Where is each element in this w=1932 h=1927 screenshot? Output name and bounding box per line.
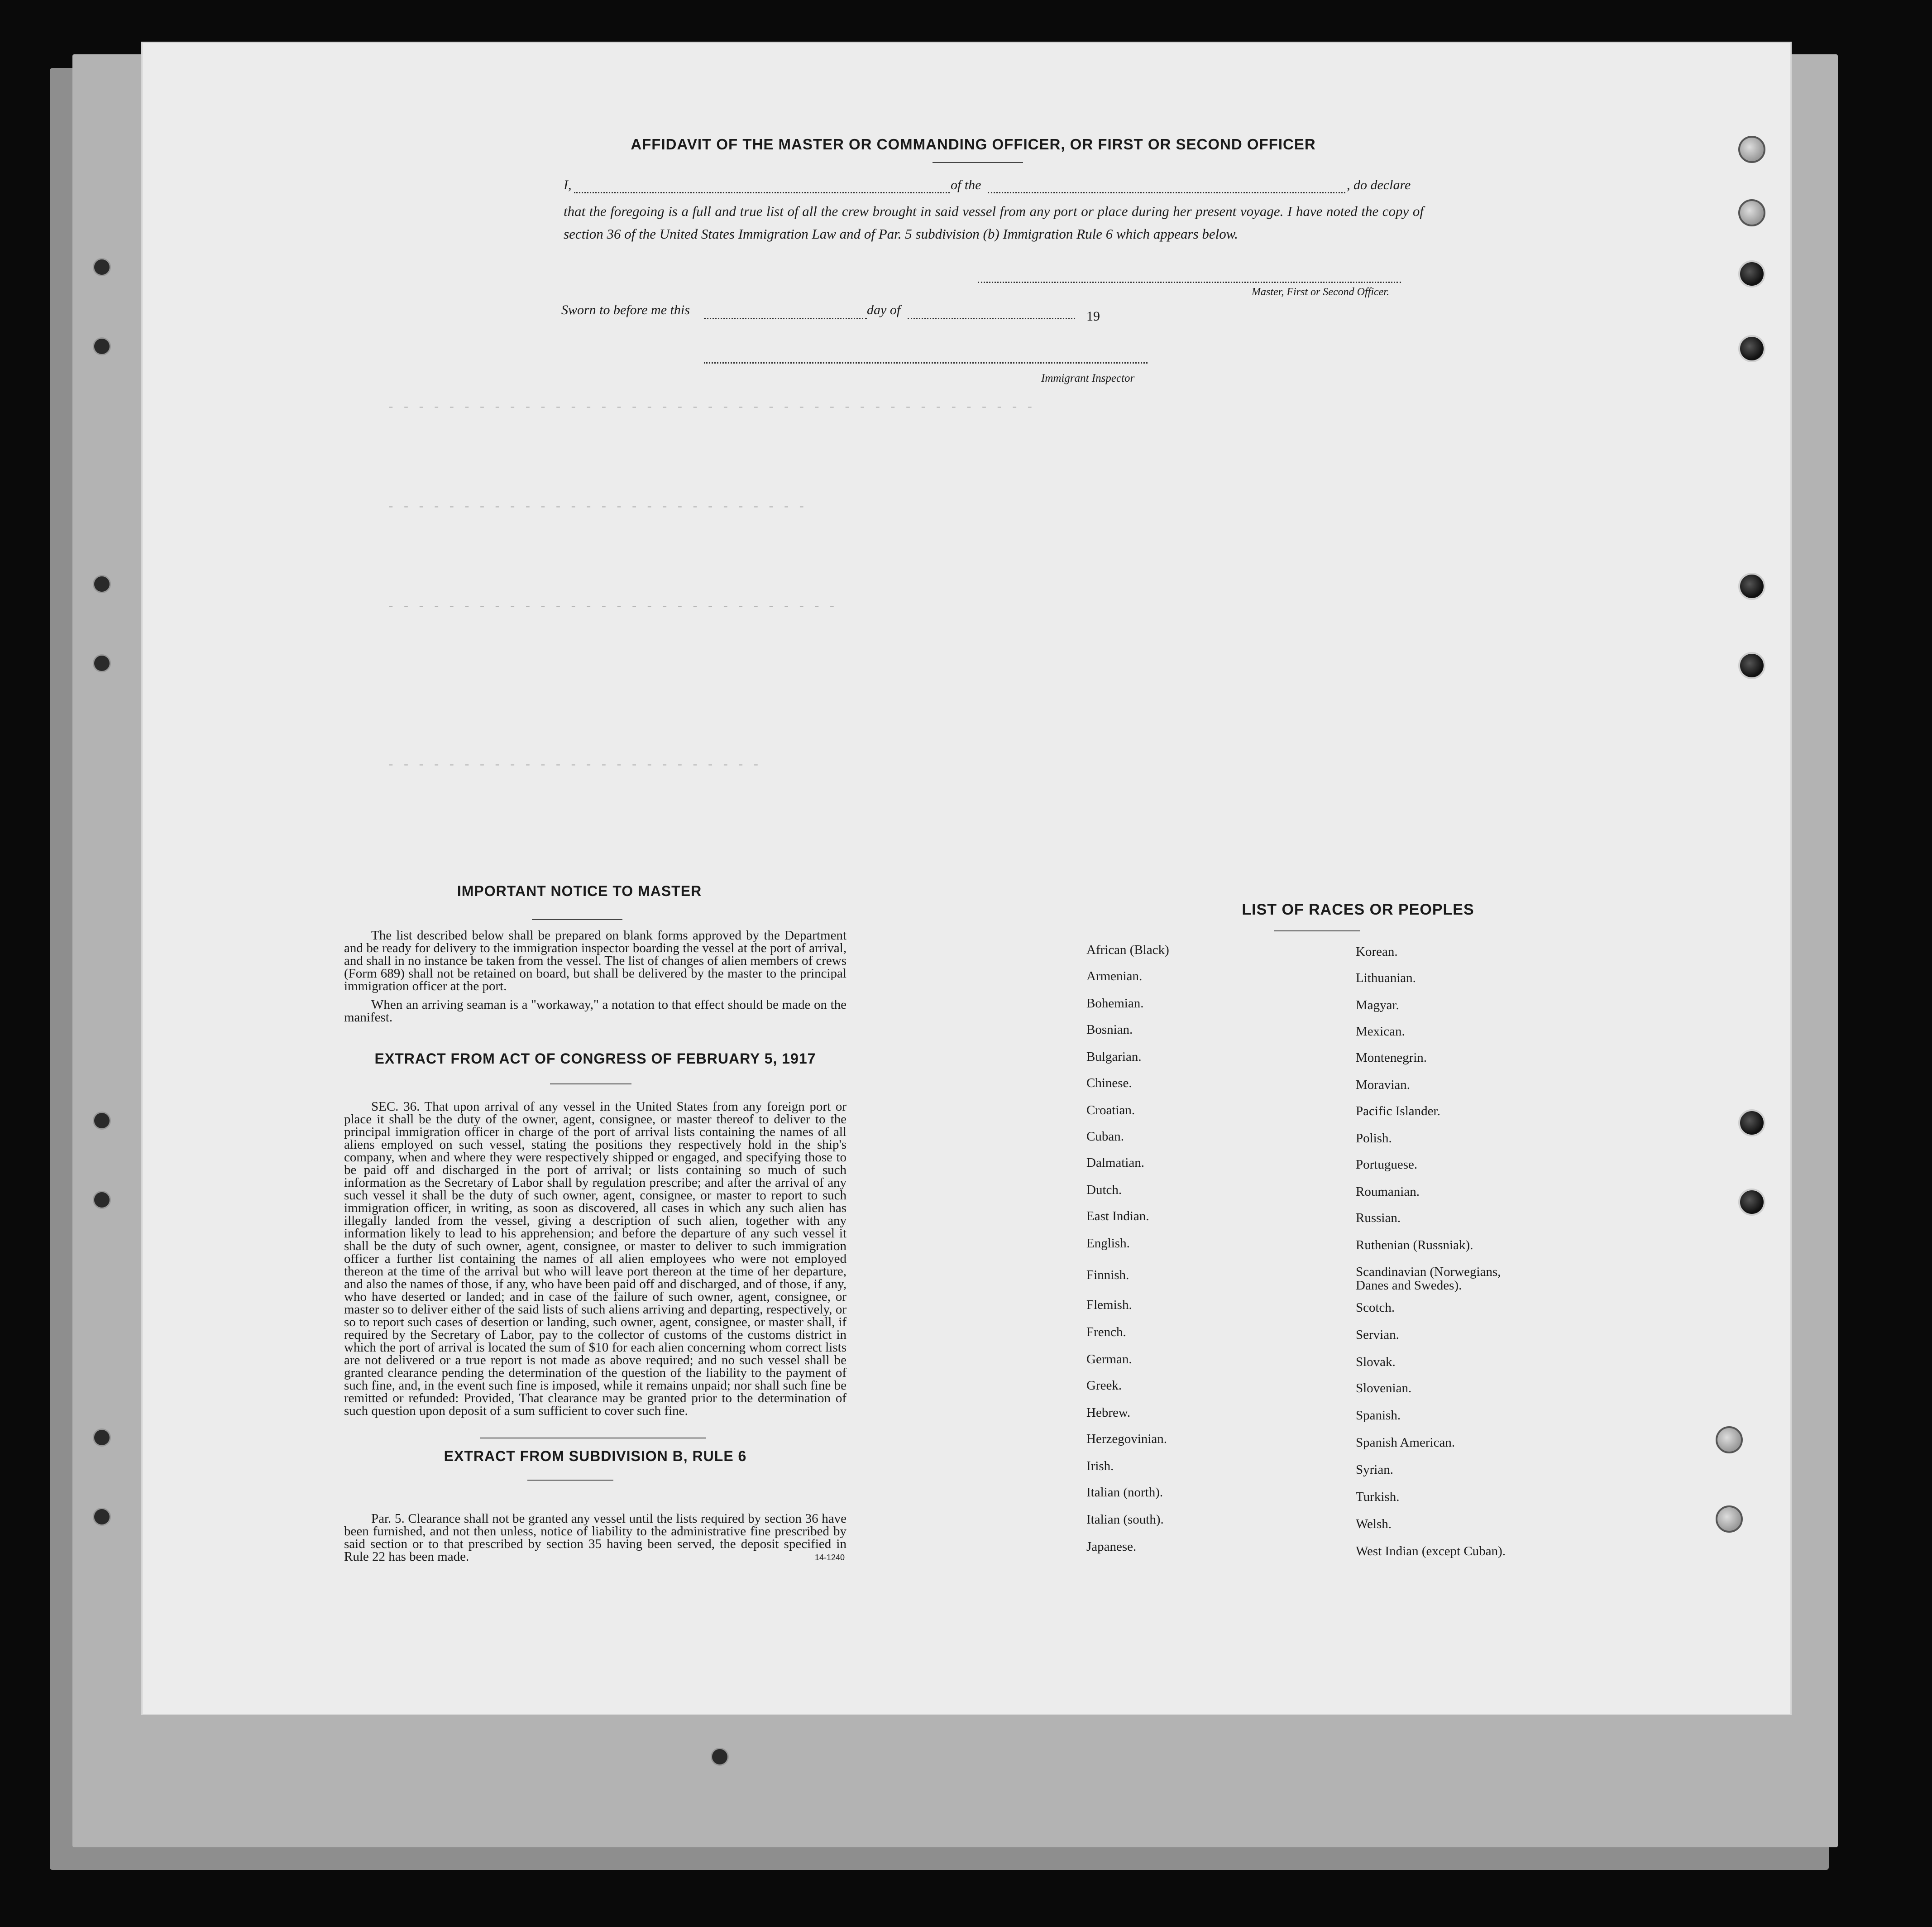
- punch-hole: [1738, 335, 1765, 362]
- race-item: Slovak.: [1356, 1355, 1396, 1369]
- form-number: 14-1240: [815, 1553, 845, 1562]
- race-item: Flemish.: [1086, 1298, 1132, 1312]
- race-item: Irish.: [1086, 1459, 1114, 1473]
- race-item: Turkish.: [1356, 1490, 1400, 1504]
- extract-rule-underline: [527, 1480, 613, 1481]
- bleed-through: - - - - - - - - - - - - - - - - - - - - - - - - - - - - - -: [387, 600, 836, 614]
- year-prefix: 19: [1086, 309, 1100, 324]
- race-item: Hebrew.: [1086, 1405, 1131, 1420]
- binding-hole: [93, 1112, 111, 1130]
- extract-act-body: SEC. 36. That upon arrival of any vessel in the United States from any foreign port or place it shall be the duty of the owner, agent, consignee, or master thereof to deliver to the principal immigration officer in charge of the port of arrival lists containing the names of all aliens employed on such vessel, stating the positions they respectively hold in the ship's company, when and where they were respectively shipped or engaged, and specifying those to be paid off and discharged in the port of arrival; or lists containing so much of such information as the Secretary of Labor shall by regulation prescribe; and after the arrival of any such vessel it shall be the duty of such owner, agent, consignee, or master to report to such immigration officer, in writing, as soon as discovered, all cases in which any such alien has illegally landed from the vessel, giving a description of such alien, together with any information likely to lead to his apprehension; and before the departure of any such vessel it shall be the duty of such owner, agent, consignee, or master to deliver to such immigration officer a further list containing the names of all alien employees who were not employed thereon at the time of the arrival but who will leave port thereon at the time of her departure, and also the names of those, if any, who have been paid off and discharged, and of those, if any, who have deserted or landed; and in case of the failure of such owner, agent, consignee, or master so to deliver either of the said lists of such aliens arriving and departing, respectively, or so to report such cases of desertion or landing, such owner, agent, consignee, or master shall, if required by the Secretary of Labor, pay to the collector of customs of the customs district in which the port of arrival is located the sum of $10 for each alien concerning whom correct lists are not delivered or a true report is not made as above required; and no such vessel shall be granted clearance pending the determination of the question of the liability to the payment of such fine, and, in the event such fine is imposed, while it remains unpaid; nor shall such fine be remitted or refunded: Provided, That clearance may be granted prior to the determination of such question upon deposit of a sum sufficient to cover such fine.: [344, 1099, 846, 1418]
- affidavit-title: AFFIDAVIT OF THE MASTER OR COMMANDING OFFICER, OR FIRST OR SECOND OFFICER: [631, 136, 1316, 153]
- punch-hole: [1738, 573, 1765, 600]
- extract-act-underline: [550, 1083, 631, 1084]
- binding-hole: [93, 1191, 111, 1209]
- punch-hole: [1716, 1426, 1743, 1453]
- race-item: Dutch.: [1086, 1183, 1122, 1197]
- day-of-label: day of: [867, 302, 901, 317]
- bleed-through: - - - - - - - - - - - - - - - - - - - - - - - - - - - - - - - - - - - - - - - - - - -: [387, 401, 1034, 415]
- notice-paragraph-1: The list described below shall be prepared on blank forms approved by the Department and be ready for delivery to the immigration inspector boarding the vessel at the port of arrival, and shall in no instance be taken from the vessel. The list of changes of alien members of crews (Form 689) shall not be retained on board, but shall be delivered by the master to the principal immigration officer at the port.: [344, 928, 846, 993]
- race-item: English.: [1086, 1236, 1130, 1251]
- affidavit-body: that the foregoing is a full and true list of all the crew brought in said vessel from any port or place during her present voyage. I have noted the copy of section 36 of the United States Immigration Law and of Par. 5 subdivision (b) Immigration Rule 6 which appears below.: [564, 203, 1424, 242]
- race-item: Spanish.: [1356, 1408, 1401, 1423]
- race-item: Cuban.: [1086, 1129, 1124, 1144]
- race-item: Armenian.: [1086, 969, 1143, 983]
- punch-hole: [1716, 1505, 1743, 1533]
- punch-hole: [1738, 260, 1765, 288]
- sworn-day-blank[interactable]: [704, 318, 867, 319]
- race-item: Portuguese.: [1356, 1157, 1418, 1172]
- race-item: Bosnian.: [1086, 1022, 1133, 1037]
- punch-hole: [1738, 1189, 1765, 1216]
- notice-paragraph-2: When an arriving seaman is a "workaway," a notation to that effect should be made on the manifest.: [344, 997, 846, 1025]
- race-item: Italian (north).: [1086, 1485, 1163, 1500]
- race-item: Slovenian.: [1356, 1381, 1412, 1395]
- inspector-label: Immigrant Inspector: [1041, 372, 1135, 384]
- race-item: Herzegovinian.: [1086, 1432, 1167, 1446]
- race-item: German.: [1086, 1352, 1132, 1366]
- inspector-signature-line[interactable]: [704, 362, 1148, 364]
- race-item: West Indian (except Cuban).: [1356, 1544, 1506, 1558]
- race-item: Montenegrin.: [1356, 1050, 1427, 1065]
- notice-title: IMPORTANT NOTICE TO MASTER: [457, 883, 702, 899]
- name-blank[interactable]: [574, 192, 950, 193]
- race-item: Italian (south).: [1086, 1512, 1164, 1527]
- race-item: Finnish.: [1086, 1268, 1129, 1282]
- punch-hole: [1738, 652, 1765, 679]
- binding-hole: [93, 337, 111, 355]
- sworn-month-blank[interactable]: [908, 318, 1075, 319]
- race-item: Polish.: [1356, 1131, 1392, 1146]
- race-item: Welsh.: [1356, 1517, 1392, 1531]
- bleed-through: - - - - - - - - - - - - - - - - - - - - - - - - - - - -: [387, 500, 806, 514]
- race-item: Syrian.: [1356, 1462, 1393, 1477]
- race-item: Korean.: [1356, 944, 1398, 959]
- binding-hole: [93, 575, 111, 593]
- punch-hole: [1738, 199, 1765, 226]
- race-item: Spanish American.: [1356, 1435, 1455, 1450]
- races-underline: [1274, 930, 1360, 931]
- i-label: I,: [564, 177, 572, 192]
- race-item: Bulgarian.: [1086, 1050, 1142, 1064]
- race-item: Scotch.: [1356, 1300, 1395, 1315]
- race-item: Chinese.: [1086, 1076, 1132, 1090]
- extract-rule-body: Par. 5. Clearance shall not be granted any vessel until the lists required by section 36 have been furnished, and not then unless, notice of liability to the administrative fine prescribed by said section or to that prescribed by section 35 having been served, the deposit specified in Rule 22 has been made.: [344, 1511, 846, 1564]
- race-item: Moravian.: [1356, 1078, 1410, 1092]
- binding-hole: [711, 1748, 729, 1766]
- punch-hole: [1738, 136, 1765, 163]
- race-item: Servian.: [1356, 1328, 1399, 1342]
- binding-hole: [93, 1428, 111, 1447]
- race-item: Japanese.: [1086, 1539, 1137, 1554]
- binding-hole: [93, 258, 111, 276]
- race-item: Lithuanian.: [1356, 971, 1416, 985]
- race-item: Ruthenian (Russniak).: [1356, 1238, 1473, 1252]
- races-title: LIST OF RACES OR PEOPLES: [1242, 901, 1474, 918]
- vessel-blank[interactable]: [988, 192, 1345, 193]
- race-item: Scandinavian (Norwegians, Danes and Swedes).: [1356, 1265, 1501, 1293]
- signature-label: Master, First or Second Officer.: [1252, 286, 1389, 298]
- title-underline: [933, 162, 1023, 163]
- race-item: African (Black): [1086, 943, 1169, 957]
- race-item: Mexican.: [1356, 1024, 1405, 1039]
- extract-rule-title: EXTRACT FROM SUBDIVISION B, RULE 6: [444, 1448, 747, 1464]
- notice-underline: [532, 919, 622, 920]
- race-item: East Indian.: [1086, 1209, 1149, 1223]
- signature-line[interactable]: [978, 282, 1401, 283]
- bleed-through: - - - - - - - - - - - - - - - - - - - - - - - - -: [387, 758, 760, 772]
- race-item: Russian.: [1356, 1211, 1401, 1225]
- of-the-label: of the: [951, 177, 981, 192]
- race-item: Greek.: [1086, 1378, 1122, 1393]
- race-item: Dalmatian.: [1086, 1155, 1145, 1170]
- extract-act-title: EXTRACT FROM ACT OF CONGRESS OF FEBRUARY 5, 1917: [374, 1050, 816, 1067]
- race-item: Pacific Islander.: [1356, 1104, 1440, 1118]
- race-item: Roumanian.: [1356, 1184, 1420, 1199]
- race-item: Croatian.: [1086, 1103, 1135, 1117]
- do-declare-label: , do declare: [1347, 177, 1411, 192]
- punch-hole: [1738, 1109, 1765, 1136]
- binding-hole: [93, 654, 111, 672]
- sworn-label: Sworn to before me this: [561, 302, 690, 317]
- race-item: French.: [1086, 1325, 1126, 1339]
- binding-hole: [93, 1508, 111, 1526]
- race-item: Bohemian.: [1086, 996, 1144, 1011]
- race-item: Magyar.: [1356, 998, 1399, 1012]
